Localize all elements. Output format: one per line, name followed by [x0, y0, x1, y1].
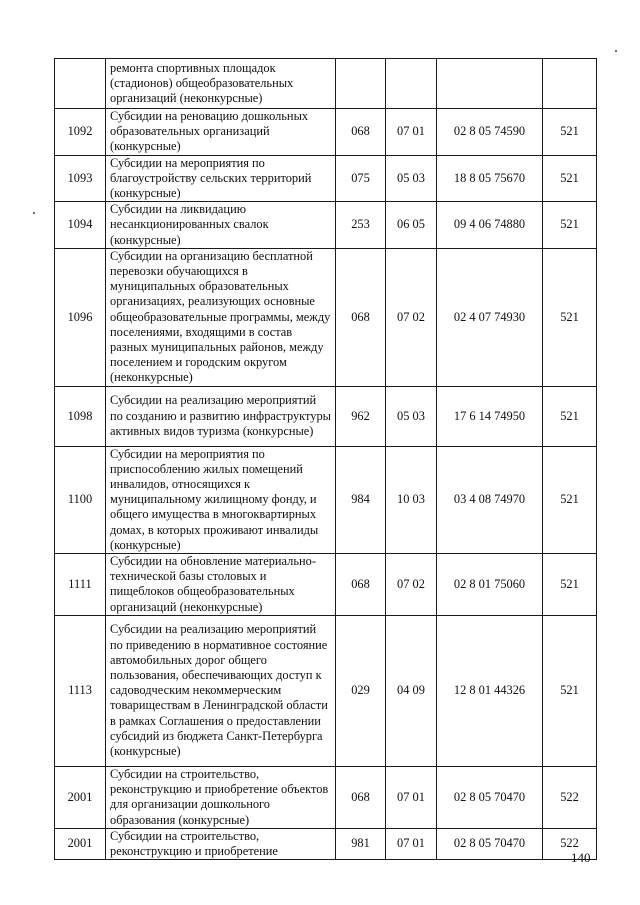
row-target: 17 6 14 74950 [437, 386, 543, 446]
row-type: 521 [543, 446, 597, 553]
table-row [55, 155, 597, 202]
row-section: 05 03 [386, 386, 437, 446]
row-target: 02 8 01 75060 [437, 554, 543, 616]
row-name: Субсидии на реновацию дошкольных образовательных организаций (конкурсные) [106, 109, 336, 156]
row-type: 521 [543, 615, 597, 766]
row-ministry: 075 [336, 155, 386, 202]
row-section: 10 03 [386, 446, 437, 553]
row-type: 521 [543, 155, 597, 202]
row-code: 1094 [55, 202, 106, 249]
table-row [55, 248, 597, 386]
row-ministry: 962 [336, 386, 386, 446]
row-code: 1100 [55, 446, 106, 553]
row-target: 02 8 05 70470 [437, 766, 543, 828]
row-ministry: 068 [336, 554, 386, 616]
row-target: 02 8 05 70470 [437, 828, 543, 859]
row-ministry: 068 [336, 766, 386, 828]
row-ministry: 253 [336, 202, 386, 249]
row-type: 521 [543, 109, 597, 156]
row-ministry: 068 [336, 248, 386, 386]
row-name: Субсидии на строительство, реконструкцию и приобретение [106, 828, 336, 859]
row-ministry: 984 [336, 446, 386, 553]
scan-speck [33, 212, 35, 214]
row-target: 02 4 07 74930 [437, 248, 543, 386]
row-target: 02 8 05 74590 [437, 109, 543, 156]
row-ministry [336, 59, 386, 109]
row-section: 07 02 [386, 554, 437, 616]
row-target: 12 8 01 44326 [437, 615, 543, 766]
row-code: 1111 [55, 554, 106, 616]
row-name: Субсидии на организацию бесплатной перевозки обучающихся в муниципальных образовательных организациях, реализующих основные общеобразовательные программы, между поселениями, входящими в состав разных муниципальных районов, между поселением и городским округом (неконкурсные) [106, 248, 336, 386]
table-row [55, 109, 597, 156]
row-type: 521 [543, 248, 597, 386]
row-type: 522 [543, 828, 597, 859]
row-name: Субсидии на ликвидацию несанкционированных свалок (конкурсные) [106, 202, 336, 249]
row-type: 521 [543, 386, 597, 446]
row-code: 1113 [55, 615, 106, 766]
row-ministry: 068 [336, 109, 386, 156]
table-row [55, 828, 597, 859]
row-type: 521 [543, 554, 597, 616]
row-code: 2001 [55, 828, 106, 859]
row-section: 07 01 [386, 109, 437, 156]
row-section: 07 02 [386, 248, 437, 386]
row-target: 09 4 06 74880 [437, 202, 543, 249]
row-section: 04 09 [386, 615, 437, 766]
row-target [437, 59, 543, 109]
table-row [55, 446, 597, 553]
page-number: 140 [571, 850, 591, 865]
table-row [55, 766, 597, 828]
table-row [55, 202, 597, 249]
row-section: 05 03 [386, 155, 437, 202]
row-section: 07 01 [386, 828, 437, 859]
row-name: Субсидии на реализацию мероприятий по приведению в нормативное состояние автомобильных дорог общего пользования, обеспечивающих доступ к садоводческим некоммерческим товариществам в Ленинградской области в рамках Соглашения о предоставлении субсидий из бюджета Санкт-Петербурга (конкурсные) [106, 615, 336, 766]
scan-speck [615, 50, 617, 52]
row-name: ремонта спортивных площадок (стадионов) общеобразовательных организаций (неконкурсные) [106, 59, 336, 109]
row-code: 1093 [55, 155, 106, 202]
row-name: Субсидии на мероприятия по приспособлению жилых помещений инвалидов, относящихся к муниципальному жилищному фонду, и общего имущества в многоквартирных домах, в которых проживают инвалиды (конкурсные) [106, 446, 336, 553]
row-name: Субсидии на мероприятия по благоустройству сельских территорий (конкурсные) [106, 155, 336, 202]
subsidy-table [54, 58, 597, 860]
row-code: 1098 [55, 386, 106, 446]
table-row [55, 386, 597, 446]
row-code [55, 59, 106, 109]
table-row [55, 615, 597, 766]
row-code: 2001 [55, 766, 106, 828]
row-target: 03 4 08 74970 [437, 446, 543, 553]
row-ministry: 029 [336, 615, 386, 766]
row-name: Субсидии на строительство, реконструкцию и приобретение объектов для организации дошкольного образования (конкурсные) [106, 766, 336, 828]
row-type: 521 [543, 202, 597, 249]
row-type [543, 59, 597, 109]
table-row [55, 59, 597, 109]
table-row [55, 554, 597, 616]
row-type: 522 [543, 766, 597, 828]
row-section [386, 59, 437, 109]
row-ministry: 981 [336, 828, 386, 859]
row-target: 18 8 05 75670 [437, 155, 543, 202]
row-code: 1092 [55, 109, 106, 156]
row-name: Субсидии на реализацию мероприятий по созданию и развитию инфраструктуры активных видов туризма (конкурсные) [106, 386, 336, 446]
row-section: 07 01 [386, 766, 437, 828]
row-section: 06 05 [386, 202, 437, 249]
row-name: Субсидии на обновление материально-технической базы столовых и пищеблоков общеобразовательных организаций (неконкурсные) [106, 554, 336, 616]
row-code: 1096 [55, 248, 106, 386]
